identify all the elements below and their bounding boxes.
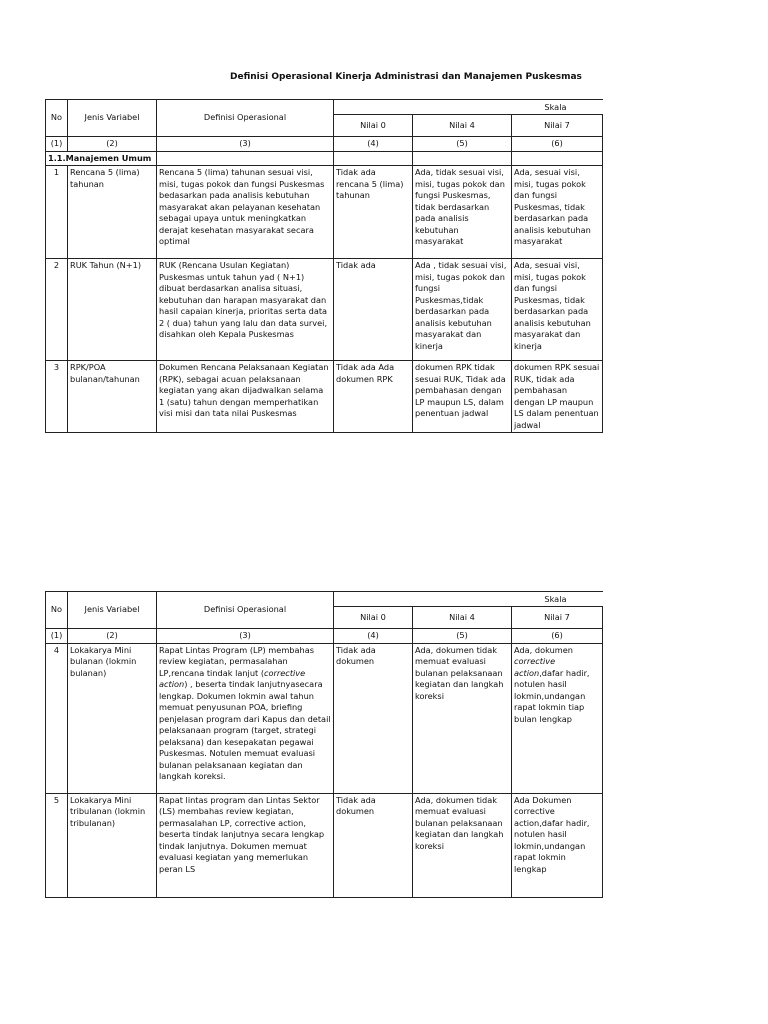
row-nilai-7-part: ,dafar hadir, notulen hasil lokmin,undangan rapat lokmin tiap bulan lengkap [514,667,590,724]
row-nilai-4: Ada , tidak sesuai visi, misi, tugas pokok dan fungsi Puskesmas,tidak berdasarkan pada analisis kebutuhan masyarakat dan kinerja [413,259,512,361]
header-nilai-7: Nilai 7 [512,607,603,629]
header-definisi-operasional: Definisi Operasional [157,592,334,629]
table-row [46,166,603,259]
row-nilai-4: Ada, dokumen tidak memuat evaluasi bulanan pelaksanaan kegiatan dan langkah koreksi [413,643,512,793]
row-nilai-4: Ada, dokumen tidak memuat evaluasi bulanan pelaksanaan kegiatan dan langkah koreksi [413,793,512,897]
table-row [46,643,603,793]
row-no: 2 [46,259,68,361]
row-definisi: Rencana 5 (lima) tahunan sesuai visi, misi, tugas pokok dan fungsi Puskesmas bedasarkan pada analisis kebutuhan masyarakat akan pelayanan kesehatan sebagai upaya untuk meningkatkan derajat kesehatan masyarakat secara optimal [157,166,334,259]
header-skala: Skala [334,100,603,115]
table-row [46,361,603,433]
row-definisi: Dokumen Rencana Pelaksanaan Kegiatan (RPK), sebagai acuan pelaksanaan kegiatan yang akan dijadwalkan selama 1 (satu) tahun dengan memperhatikan visi misi dan tata nilai Puskesmas [157,361,334,433]
header-nilai-4: Nilai 4 [413,607,512,629]
header-jenis-variabel: Jenis Variabel [68,592,157,629]
row-jenis: Lokakarya Mini tribulanan (lokmin tribulanan) [68,793,157,897]
header-definisi-operasional: Definisi Operasional [157,100,334,137]
row-nilai-4: dokumen RPK tidak sesuai RUK, Tidak ada pembahasan dengan LP maupun LS, dalam penentuan jadwal [413,361,512,433]
row-nilai-0: Tidak ada Ada dokumen RPK [334,361,413,433]
section-heading: 1.1.Manajemen Umum [46,151,157,166]
header-nilai-4: Nilai 4 [413,115,512,137]
row-nilai-7: Ada, sesuai visi, misi, tugas pokok dan fungsi Puskesmas, tidak berdasarkan pada analisis kebutuhan masyarakat dan kinerja [512,259,603,361]
row-no: 4 [46,643,68,793]
column-index: (6) [512,629,603,644]
row-no: 1 [46,166,68,259]
row-nilai-7-italic: corrective action [514,656,556,678]
row-nilai-7: Ada, sesuai visi, misi, tugas pokok dan fungsi Puskesmas, tidak berdasarkan pada analisis kebutuhan masyarakat [512,166,603,259]
row-definisi-italic: corrective action [159,667,306,689]
row-definisi-part: Rapat Lintas Program (LP) membahas review kegiatan, permasalahan LP,rencana tindak lanjut ( [159,644,314,678]
table-row [46,259,603,361]
column-index: (5) [413,629,512,644]
row-jenis: RUK Tahun (N+1) [68,259,157,361]
definition-table-1 [45,99,603,433]
row-definisi [157,643,334,793]
document-title: Definisi Operasional Kinerja Administrasi dan Manajemen Puskesmas [230,72,582,82]
header-skala: Skala [334,592,603,607]
header-nilai-0: Nilai 0 [334,607,413,629]
row-nilai-7 [512,643,603,793]
row-jenis: Lokakarya Mini bulanan (lokmin bulanan) [68,643,157,793]
row-nilai-7: Ada Dokumen corrective action,dafar hadir, notulen hasil lokmin,undangan rapat lokmin lengkap [512,793,603,897]
row-nilai-0: Tidak ada rencana 5 (lima) tahunan [334,166,413,259]
definition-table-2 [45,591,603,898]
row-definisi: RUK (Rencana Usulan Kegiatan) Puskesmas untuk tahun yad ( N+1) dibuat berdasarkan analisa situasi, kebutuhan dan harapan masyarakat dan hasil capaian kinerja, prioritas serta data 2 ( dua) tahun yang lalu dan data survei, disahkan oleh Kepala Puskesmas [157,259,334,361]
header-no: No [46,100,68,137]
column-index: (6) [512,137,603,152]
row-nilai-4: Ada, tidak sesuai visi, misi, tugas pokok dan fungsi Puskesmas, tidak berdasarkan pada analisis kebutuhan masyarakat [413,166,512,259]
column-index: (2) [68,629,157,644]
row-nilai-0: Tidak ada [334,259,413,361]
header-no: No [46,592,68,629]
column-index: (2) [68,137,157,152]
row-nilai-0: Tidak ada dokumen [334,793,413,897]
column-index: (4) [334,629,413,644]
row-jenis: RPK/POA bulanan/tahunan [68,361,157,433]
column-index: (5) [413,137,512,152]
column-index: (1) [46,629,68,644]
column-index: (3) [157,629,334,644]
table-row [46,793,603,897]
row-definisi: Rapat lintas program dan Lintas Sektor (LS) membahas review kegiatan, permasalahan LP, corrective action, beserta tindak lanjutnya secara lengkap tindak lanjutnya. Dokumen memuat evaluasi kegiatan yang memerlukan peran LS [157,793,334,897]
column-index: (1) [46,137,68,152]
header-nilai-7: Nilai 7 [512,115,603,137]
row-definisi-part: ) , beserta tindak lanjutnyasecara lengkap. Dokumen lokmin awal tahun memuat penyusunan POA, briefing penjelasan program dari Kapus dan detail pelaksanaan program (target, strategi pelaksana) dan kesepakatan pegawai Puskesmas. Notulen memuat evaluasi bulanan pelaksanaan kegiatan dan langkah koreksi. [159,679,331,781]
column-index: (4) [334,137,413,152]
header-jenis-variabel: Jenis Variabel [68,100,157,137]
row-nilai-7: dokumen RPK sesuai RUK, tidak ada pembahasan dengan LP maupun LS dalam penentuan jadwal [512,361,603,433]
column-index: (3) [157,137,334,152]
row-no: 5 [46,793,68,897]
header-nilai-0: Nilai 0 [334,115,413,137]
row-nilai-7-part: Ada, dokumen [514,644,573,655]
row-jenis: Rencana 5 (lima) tahunan [68,166,157,259]
row-no: 3 [46,361,68,433]
row-nilai-0: Tidak ada dokumen [334,643,413,793]
